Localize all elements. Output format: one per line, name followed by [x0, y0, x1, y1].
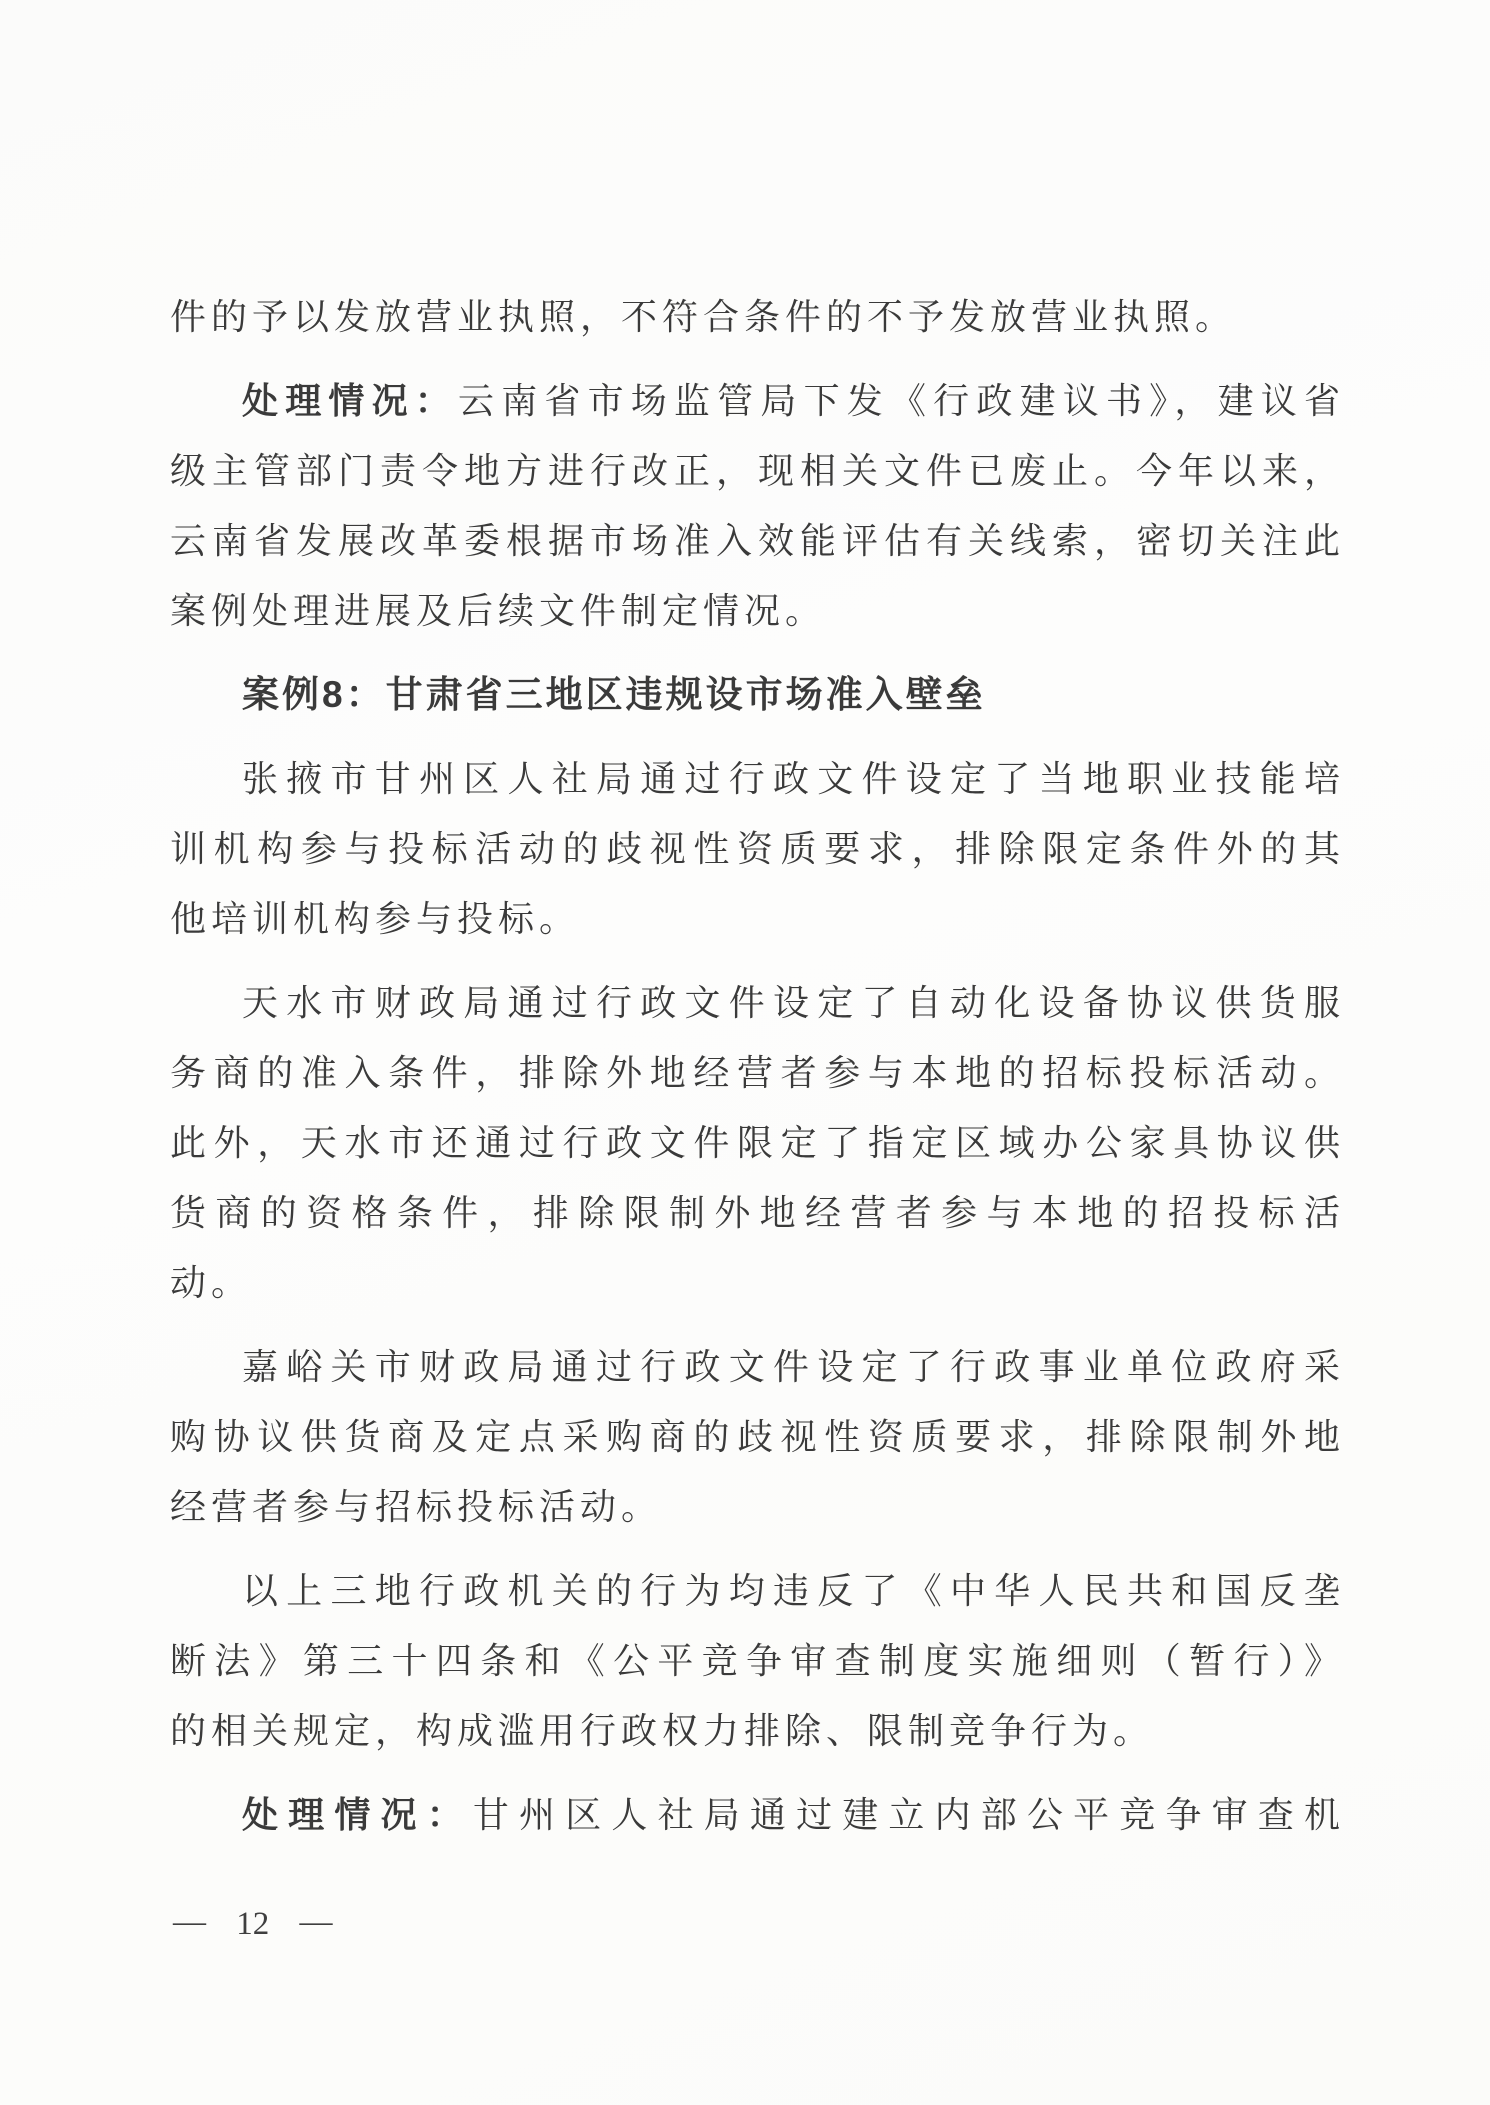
- text-segment: 云南省市场监管局下发《行政建议书》，建议省: [458, 381, 1345, 421]
- text-segment: 他培训机构参与投标。: [170, 899, 581, 939]
- text-line: [170, 1696, 1345, 1766]
- text-segment: 案例处理进展及后续文件制定情况。: [170, 591, 827, 631]
- text-line: [170, 506, 1345, 576]
- document-body: [170, 282, 1345, 1850]
- paragraph: [170, 1780, 1345, 1850]
- paragraph: [170, 282, 1345, 352]
- text-line: [170, 884, 1345, 954]
- text-segment: 的相关规定，构成滥用行政权力排除、限制竞争行为。: [170, 1711, 1155, 1751]
- paragraph: [170, 1556, 1345, 1766]
- paragraph: [170, 968, 1345, 1318]
- text-line: [170, 1626, 1345, 1696]
- text-line: [170, 1472, 1345, 1542]
- text-segment: 断法》第三十四条和《公平竞争审查制度实施细则（暂行）》: [170, 1641, 1345, 1681]
- text-line: [170, 1332, 1345, 1402]
- heading-line: [170, 660, 1345, 730]
- page-footer: [162, 1906, 344, 1943]
- text-segment: 动。: [170, 1263, 253, 1303]
- paragraph: [170, 366, 1345, 646]
- text-segment: 甘州区人社局通过建立内部公平竞争审查机: [472, 1795, 1345, 1835]
- text-line: [170, 1038, 1345, 1108]
- text-line: [170, 576, 1345, 646]
- text-segment: 级主管部门责令地方进行改正，现相关文件已废止。今年以来，: [170, 451, 1345, 491]
- text-line: [170, 366, 1345, 436]
- text-segment: 云南省发展改革委根据市场准入效能评估有关线索，密切关注此: [170, 521, 1345, 561]
- bold-label: 案例8：甘肃省三地区违规设市场准入壁垒: [242, 674, 986, 715]
- bold-label: 处理情况：: [242, 1794, 473, 1835]
- text-line: [170, 1108, 1345, 1178]
- text-segment: 货商的资格条件，排除限制外地经营者参与本地的招投标活: [170, 1193, 1345, 1233]
- text-line: [170, 968, 1345, 1038]
- text-line: [170, 1402, 1345, 1472]
- page-number: 12: [236, 1906, 270, 1942]
- paragraph: [170, 1332, 1345, 1542]
- text-line: [170, 1556, 1345, 1626]
- bold-label: 处理情况：: [242, 380, 458, 421]
- footer-dash-right: —: [299, 1904, 333, 1940]
- paragraph: [170, 744, 1345, 954]
- text-segment: 以上三地行政机关的行为均违反了《中华人民共和国反垄: [242, 1571, 1345, 1611]
- text-line: [170, 1178, 1345, 1248]
- text-segment: 件的予以发放营业执照，不符合条件的不予发放营业执照。: [170, 297, 1237, 337]
- text-segment: 经营者参与招标投标活动。: [170, 1487, 663, 1527]
- text-segment: 天水市财政局通过行政文件设定了自动化设备协议供货服: [242, 983, 1345, 1023]
- text-segment: 张掖市甘州区人社局通过行政文件设定了当地职业技能培: [242, 759, 1345, 799]
- footer-dash-left: —: [173, 1904, 206, 1940]
- text-line: [170, 1780, 1345, 1850]
- text-segment: 购协议供货商及定点采购商的歧视性资质要求，排除限制外地: [170, 1417, 1345, 1457]
- text-line: [170, 1248, 1345, 1318]
- text-segment: 嘉峪关市财政局通过行政文件设定了行政事业单位政府采: [242, 1347, 1345, 1387]
- text-segment: 此外，天水市还通过行政文件限定了指定区域办公家具协议供: [170, 1123, 1345, 1163]
- text-line: [170, 436, 1345, 506]
- case-heading: [170, 660, 1345, 730]
- text-line: [170, 282, 1345, 352]
- text-segment: 务商的准入条件，排除外地经营者参与本地的招标投标活动。: [170, 1053, 1345, 1093]
- text-line: [170, 814, 1345, 884]
- text-segment: 训机构参与投标活动的歧视性资质要求，排除限定条件外的其: [170, 829, 1345, 869]
- text-line: [170, 744, 1345, 814]
